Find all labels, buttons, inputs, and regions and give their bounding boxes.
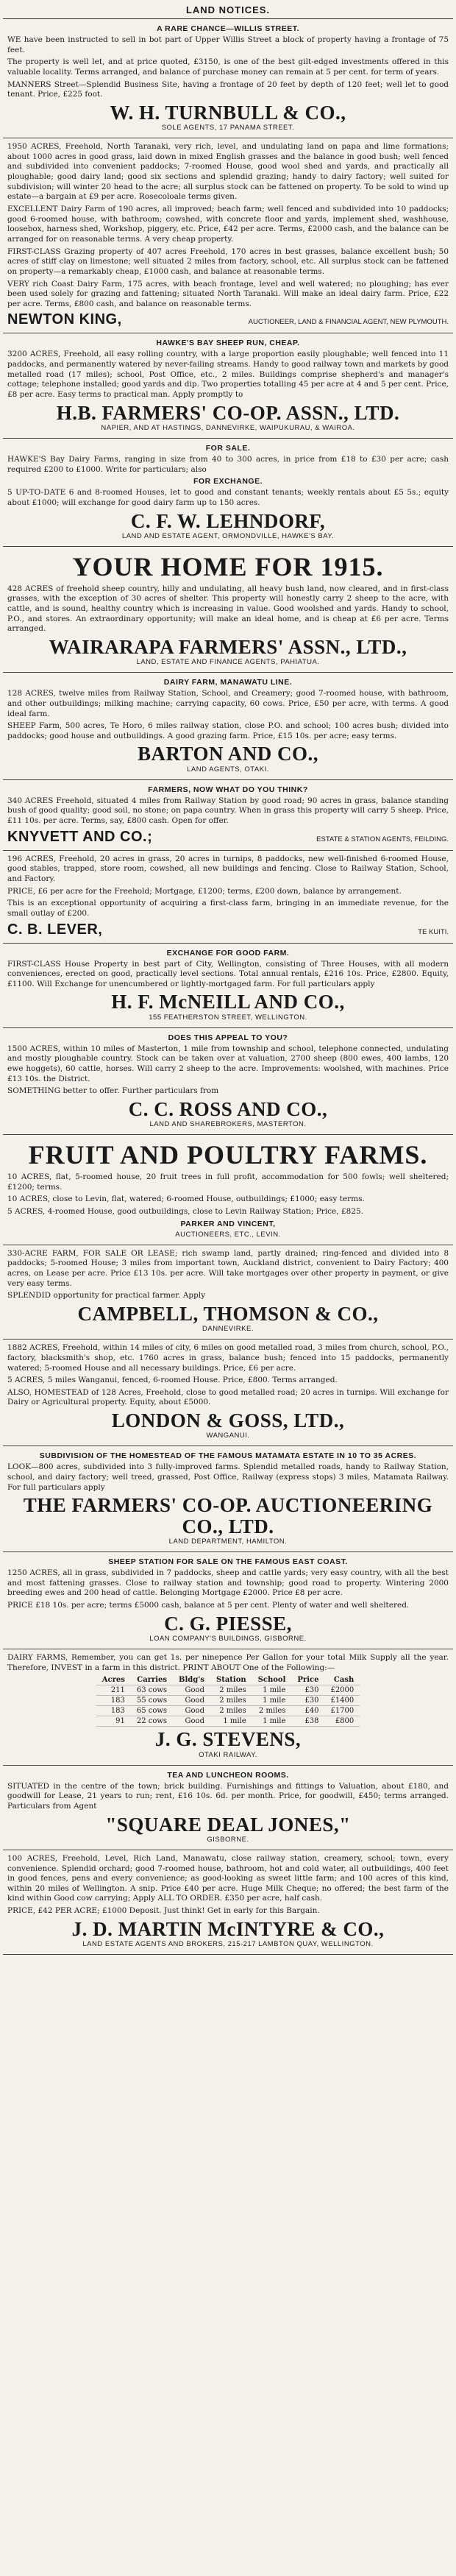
agent-address: TE KUITI. xyxy=(418,927,449,936)
ad-paragraph: 1950 ACRES, Freehold, North Taranaki, very rich, level, and undulating land on papa and lime formations; about 1000 acres in good grass, laid down in mixed English grasses and the balance in good bush; well fenced and subdivided into convenient paddocks; 7-roomed House, good wool shed and yards, and practically all ploughable; good dairy land; good six sections and splendid grazing; handy to dairy factory; well suited for subdivision; will winter 20 head to the acre; all surplus stock can be fattened on property. To be sold to wind up estate—a bargain at £9 per acre. Rosecoloale terms given. xyxy=(7,142,449,202)
table-cell: Good xyxy=(173,1706,210,1716)
ad-paragraph: HAWKE'S Bay Dairy Farms, ranging in size from 40 to 300 acres, in price from £18 to £30 per acre; cash required £200 to £1000. Write for particulars; also xyxy=(7,454,449,474)
ad-mcneill xyxy=(3,944,453,1028)
ad-heading: HAWKE'S BAY SHEEP RUN, CHEAP. xyxy=(156,339,300,348)
ad-newton-king xyxy=(3,138,453,333)
table-row xyxy=(96,1696,360,1706)
ad-campbell-thomson xyxy=(3,1245,453,1340)
table-cell: 1 mile xyxy=(252,1685,292,1696)
table-header: School xyxy=(252,1675,292,1685)
table-cell: Good xyxy=(173,1716,210,1727)
ad-lehndorf xyxy=(3,439,453,547)
ad-paragraph: 128 ACRES, twelve miles from Railway Station, School, and Creamery; good 7-roomed house, with bathroom, and other outbuildings; milking machine; carrying capacity, 60 cows. Price, £50 per acre, with terms. A good ideal farm. xyxy=(7,689,449,718)
ad-knyvett xyxy=(3,780,453,851)
ad-paragraph: ALSO, HOMESTEAD of 128 Acres, Freehold, close to good metalled road; 20 acres in turnips. Will exchange for Dairy or Agricultural property. Equity, about £5000. xyxy=(7,1387,449,1407)
table-header: Carries xyxy=(131,1675,173,1685)
ad-paragraph: LOOK—800 acres, subdivided into 3 fully-improved farms. Splendid metalled roads, handy to Railway Station, school, and dairy factory; well treed, grassed, Post Office, Railway (express stops) 3 miles, Matamata Railway. For full particulars apply xyxy=(7,1462,449,1492)
agent-address: LAND, ESTATE AND FINANCE AGENTS, PAHIATUA. xyxy=(136,658,320,667)
agent-name: NEWTON KING, xyxy=(7,311,122,328)
ad-paragraph: PRICE, £6 per acre for the Freehold; Mortgage, £1200; terms, £200 down, balance by arrangement. xyxy=(7,886,402,896)
ad-paragraph: 1882 ACRES, Freehold, within 14 miles of city, 6 miles on good metalled road, 3 miles from church, school, P.O., factory, blacksmith's shop, etc. 1760 acres in grass, balance bush; fenced into 15 paddocks, permanently watered; 5-roomed House and all necessary buildings. Price, £6 per acre. xyxy=(7,1343,449,1373)
table-header: Bldg's xyxy=(173,1675,210,1685)
agent-address: SOLE AGENTS, 17 PANAMA STREET. xyxy=(161,124,295,132)
ad-paragraph: 1250 ACRES, all in grass, subdivided in 7 paddocks, sheep and cattle yards; very easy country, with all the best and most fattening grasses. Close to railway station and township; good road to property. Wintering 2000 breeding ewes and 200 head of cattle. Belonging Mortgage £2000. Price £8 per acre. xyxy=(7,1568,449,1598)
agent-address: LAND ESTATE AGENTS AND BROKERS, 215-217 LAMBTON QUAY, WELLINGTON. xyxy=(82,1940,374,1949)
agent-name: C. F. W. LEHNDORF, xyxy=(130,509,326,532)
agent-name: J. D. MARTIN McINTYRE & CO., xyxy=(71,1917,385,1940)
table-cell: £2000 xyxy=(324,1685,360,1696)
table-cell: Good xyxy=(173,1685,210,1696)
ad-paragraph: FIRST-CLASS House Property in best part of City, Wellington, consisting of Three Houses, with all modern conveniences, erected on good, practically level sections. Total annual rentals, £216 10s. Price, £2800. Equity, £1100. Will Exchange for unencumbered or lightly-mortgaged farm. For full particulars apply xyxy=(7,959,449,988)
ad-heading: DAIRY FARM, MANAWATU LINE. xyxy=(163,678,293,687)
agent-name: "SQUARE DEAL JONES," xyxy=(105,1813,351,1836)
table-cell: 2 miles xyxy=(210,1706,252,1716)
agent-name: BARTON AND CO., xyxy=(137,743,319,765)
table-header: Price xyxy=(291,1675,324,1685)
ad-paragraph: SOMETHING better to offer. Further particulars from xyxy=(7,1086,219,1096)
ad-paragraph: 330-ACRE FARM, FOR SALE OR LEASE; rich swamp land, partly drained; ring-fenced and divided into 8 paddocks; 5-roomed House; 3 miles from important town, Auckland district, convenient to Dairy Factory; 400 acres, on Lease per acre. Price £13 10s. per acre. Will take mortgages over other property in payment, or give very easy terms. xyxy=(7,1248,449,1288)
ad-mcintyre xyxy=(3,1850,453,1955)
ad-paragraph: EXCELLENT Dairy Farm of 190 acres, all improved; beach farm; well fenced and subdivided into 10 paddocks; good 6-roomed house, with bathroom; cowshed, with concrete floor and yards, implement shed, washhouse, loosebox, harness shed, Workshop, piggery, etc. Price, £42 per acre. Terms, £2000 cash, and the balance can be arranged for on reasonable terms. A very cheap property. xyxy=(7,205,449,244)
ad-paragraph: 5 UP-TO-DATE 6 and 8-roomed Houses, let to good and constant tenants; weekly rentals about £5 5s.; equity about £1000; will exchange for good dairy farm up to 150 acres. xyxy=(7,488,449,507)
ad-london-goss xyxy=(3,1340,453,1446)
table-cell: 183 xyxy=(96,1706,131,1716)
ad-paragraph: 340 ACRES Freehold, situated 4 miles from Railway Station by good road; 90 acres in grass, balance standing bush of good quality; good soil, no stone; on papa country. When in grass this property will carry 5 sheep. Price, £11 10s. per acre. Terms, say, £800 cash. Open for offer. xyxy=(7,796,449,826)
ad-heading: FOR SALE. xyxy=(205,443,251,453)
agent-name: THE FARMERS' CO-OP. AUCTIONEERING CO., LTD. xyxy=(23,1494,433,1538)
ad-paragraph: This is an exceptional opportunity of acquiring a first-class farm, bringing in an immediate revenue, for the small outlay of £200. xyxy=(7,899,449,918)
ad-paragraph: 10 ACRES, close to Levin, flat, watered; 6-roomed House, outbuildings; £1000; easy terms. xyxy=(7,1195,365,1204)
agent-signature xyxy=(7,311,449,328)
ad-heading: DOES THIS APPEAL TO YOU? xyxy=(168,1033,288,1042)
ad-paragraph: WE have been instructed to sell in bot part of Upper Willis Street a block of property having a frontage of 75 feet. xyxy=(7,35,449,54)
table-cell: 183 xyxy=(96,1696,131,1706)
table-header: Acres xyxy=(96,1675,131,1685)
agent-signature xyxy=(7,829,449,846)
ad-paragraph: MANNERS Street—Splendid Business Site, having a frontage of 20 feet by depth of 120 feet; well let to good tenant. Price, £225 foot. xyxy=(7,79,449,99)
agent-name: LONDON & GOSS, LTD., xyxy=(111,1409,345,1432)
agent-name: KNYVETT AND CO.; xyxy=(7,828,153,845)
agent-name: J. G. STEVENS, xyxy=(154,1728,302,1751)
page-title: LAND NOTICES. xyxy=(3,3,453,19)
table-cell: 55 cows xyxy=(131,1696,173,1706)
ad-paragraph: PRICE, £42 PER ACRE; £1000 Deposit. Just think! Get in early for this Bargain. xyxy=(7,1906,320,1916)
agent-name: C. C. ROSS AND CO., xyxy=(128,1098,328,1121)
agent-address: AUCTIONEER, LAND & FINANCIAL AGENT, NEW PLYMOUTH. xyxy=(248,318,449,327)
agent-name: W. H. TURNBULL & CO., xyxy=(110,101,346,124)
ad-willis-street xyxy=(3,19,453,138)
agent-address: WANGANUI. xyxy=(206,1432,250,1440)
agent-address: LAND AGENTS, OTAKI. xyxy=(187,765,269,774)
ad-headline: YOUR HOME FOR 1915. xyxy=(72,551,384,581)
ad-heading: SUBDIVISION OF THE HOMESTEAD OF THE FAMOUS MATAMATA ESTATE IN 10 TO 35 ACRES. xyxy=(39,1451,417,1461)
agent-signature xyxy=(7,921,449,938)
ad-paragraph: FIRST-CLASS Grazing property of 407 acres Freehold, 170 acres in best grasses, balance excellent bush; 50 acres of stiff clay on limestone; well situated 2 miles from factory, school, etc. All surplus stock can be fattened on property—a remarkably cheap, £1000 cash, and balance at reasonable terms. xyxy=(7,247,449,276)
ad-heading: A RARE CHANCE—WILLIS STREET. xyxy=(157,24,299,33)
ad-stevens xyxy=(3,1649,453,1766)
ad-ross xyxy=(3,1028,453,1136)
table-cell: 2 miles xyxy=(210,1685,252,1696)
ad-paragraph: SITUATED in the centre of the town; brick building. Furnishings and fittings to Valuation, about £180, and goodwill for Lease, 21 years to run; rent, £16 10s. 6d. per month. Price, for goodwill, £450; terms arranged. Particulars from Agent xyxy=(7,1781,449,1811)
agent-address: LAND AND ESTATE AGENT, ORMONDVILLE, HAWKE'S BAY. xyxy=(121,531,335,540)
ad-paragraph: 5 ACRES, 4-roomed House, good outbuildings, close to Levin Railway Station; Price, £825. xyxy=(7,1207,363,1217)
ad-paragraph: DAIRY FARMS, Remember, you can get 1s. per ninepence Per Gallon for your total Milk Supply all the year. Therefore, INVEST in a farm in this district. PRINT ABOUT One of the Following:— xyxy=(7,1652,449,1672)
table-cell: 1 mile xyxy=(210,1716,252,1727)
ad-paragraph: 1500 ACRES, within 10 miles of Masterton, 1 mile from township and school, telephone connected, undulating and mostly ploughable country. Stock can be taken over at valuation, 2700 sheep (800 ewes, 400 lambs, 120 ewe hoggets), 60 cattle, horses. Will carry 2 sheep to the acre. Improvements: woolshed, with machines. Price £13 10s. the District. xyxy=(7,1044,449,1083)
ad-lever xyxy=(3,851,453,944)
ad-paragraph: 196 ACRES, Freehold, 20 acres in grass, 20 acres in turnips, 8 paddocks, new well-finished 6-roomed House, good stables, trapped, store room, cowshed, all new buildings and fencing. Close to Railway Station, School, and Factory. xyxy=(7,854,449,883)
table-cell: £1400 xyxy=(324,1696,360,1706)
table-header-row xyxy=(96,1675,360,1685)
agent-name: C. B. LEVER, xyxy=(7,921,103,938)
table-cell: £38 xyxy=(291,1716,324,1727)
agent-address: DANNEVIRKE. xyxy=(202,1325,254,1334)
ad-headline: FRUIT AND POULTRY FARMS. xyxy=(28,1140,428,1170)
table-header: Cash xyxy=(324,1675,360,1685)
table-row xyxy=(96,1685,360,1696)
agent-name: WAIRARAPA FARMERS' ASSN., LTD., xyxy=(49,635,407,658)
table-cell: 22 cows xyxy=(131,1716,173,1727)
table-cell: Good xyxy=(173,1696,210,1706)
ad-heading: FARMERS, NOW WHAT DO YOU THINK? xyxy=(148,785,308,794)
agent-name: CAMPBELL, THOMSON & CO., xyxy=(77,1302,379,1325)
ad-square-deal-jones xyxy=(3,1766,453,1850)
agent-name: C. G. PIESSE, xyxy=(164,1612,292,1635)
table-cell: 1 mile xyxy=(252,1716,292,1727)
table-row xyxy=(96,1706,360,1716)
table-cell: 1 mile xyxy=(252,1696,292,1706)
ad-paragraph: VERY rich Coast Dairy Farm, 175 acres, with beach frontage, level and well watered; no ploughing; has ever been used solely for grazing and fattening; situated North Taranaki. Will make an ideal dairy farm. Price, £22 per acre. Terms, £800 cash, and balance on reasonable terms. xyxy=(7,279,449,308)
ad-parker-vincent xyxy=(3,1135,453,1245)
ad-paragraph: SPLENDID opportunity for practical farmer. Apply xyxy=(7,1291,206,1301)
agent-address: OTAKI RAILWAY. xyxy=(199,1750,257,1759)
ad-matamata xyxy=(3,1446,453,1552)
table-cell: 63 cows xyxy=(131,1685,173,1696)
agent-address: GISBORNE. xyxy=(207,1835,249,1844)
table-cell: £1700 xyxy=(324,1706,360,1716)
ad-paragraph: 100 ACRES, Freehold, Level, Rich Land, Manawatu, close railway station, creamery, school; town, every convenience. Splendid orchard; good 7-roomed house, bathroom, hot and cold water, all outbuildings, 400 feet in good fences, pens and every convenience; as good-looking as sweet little farm; and 100 acres of this kind, within 20 miles of Wellington. A snip. Price £40 per acre. Huge Milk Cheque; no offered; the best farm of the kind within Good cow carrying; Apply ALL TO ORDER. £350 per acre, half cash. xyxy=(7,1853,449,1903)
ad-paragraph: The property is well let, and at price quoted, £3150, is one of the best gilt-edged investments offered in this valuable locality. Terms arranged, and balance of purchase money can remain at 5 per cent. for term of years. xyxy=(7,57,449,77)
ad-subheading: FOR EXCHANGE. xyxy=(193,477,263,486)
ad-barton xyxy=(3,673,453,780)
table-cell: £800 xyxy=(324,1716,360,1727)
ad-paragraph: 10 ACRES, flat, 5-roomed house, 20 fruit trees in full profit, accommodation for 500 fowls; well sheltered; £1200; terms. xyxy=(7,1172,449,1192)
ad-piesse xyxy=(3,1552,453,1649)
ad-paragraph: 3200 ACRES, Freehold, all easy rolling country, with a large proportion easily ploughable; well fenced into 11 paddocks, and permanently watered by never-failing streams. Handy to good railway town and markets by good metalled road (17 miles); school, Post Office, etc., 2 miles. Buildings comprise shepherd's and manager's cottage; telephone installed; good yards and dip. Two properties totalling 45 per acre at 4 and 5 per cent. Price, £8 per acre. Easy terms to practical man. Apply promptly to xyxy=(7,350,449,399)
agent-address: LAND AND SHAREBROKERS, MASTERTON. xyxy=(149,1120,307,1129)
agent-address: LOAN COMPANY'S BUILDINGS, GISBORNE. xyxy=(149,1634,307,1643)
agent-address: NAPIER, AND AT HASTINGS, DANNEVIRKE, WAIPUKURAU, & WAIROA. xyxy=(101,423,355,432)
agent-name: H. F. McNEILL AND CO., xyxy=(111,991,345,1013)
table-cell: £30 xyxy=(291,1685,324,1696)
table-cell: 91 xyxy=(96,1716,131,1727)
agent-address: LAND DEPARTMENT, HAMILTON. xyxy=(168,1538,288,1546)
table-cell: £30 xyxy=(291,1696,324,1706)
newspaper-page xyxy=(3,3,453,2570)
ad-paragraph: 428 ACRES of freehold sheep country, hilly and undulating, all heavy bush land, now cleared, and in first-class grasses, with the exception of 30 acres of shelter. This property will honestly carry 2 sheep to the acre, with cattle, and is sound, healthy country which is increasing in value. Good woolshed and yards. Handy to school, P.O., and stores. An extraordinary opportunity; will make an ideal home, and is cheap at £6 per acre. Terms arranged. xyxy=(7,584,449,634)
table-cell: 211 xyxy=(96,1685,131,1696)
ad-paragraph: 5 ACRES, 5 miles Wanganui, fenced, 6-roomed House. Price, £800. Terms arranged. xyxy=(7,1376,338,1385)
ad-heading: SHEEP STATION FOR SALE ON THE FAMOUS EAST COAST. xyxy=(108,1557,348,1567)
ad-heading: EXCHANGE FOR GOOD FARM. xyxy=(166,948,290,958)
agent-address: ESTATE & STATION AGENTS, FEILDING. xyxy=(316,835,449,843)
agent-name: PARKER AND VINCENT, xyxy=(180,1219,276,1228)
ad-heading: TEA AND LUNCHEON ROOMS. xyxy=(167,1770,289,1780)
ad-paragraph: SHEEP Farm, 500 acres, Te Horo, 6 miles railway station, close P.O. and school; 100 acres bush; divided into paddocks; good house and outbuildings. A good grazing farm. Price, £15 10s. per acre; easy terms. xyxy=(7,721,449,740)
ad-hb-farmers xyxy=(3,333,453,439)
table-cell: £40 xyxy=(291,1706,324,1716)
ad-paragraph: PRICE £18 10s. per acre; terms £5000 cash, balance at 5 per cent. Plenty of water and well sheltered. xyxy=(7,1600,410,1610)
agent-address: AUCTIONEERS, ETC., LEVIN. xyxy=(175,1230,281,1239)
agent-name: H.B. FARMERS' CO-OP. ASSN., LTD. xyxy=(56,401,400,424)
table-cell: 65 cows xyxy=(131,1706,173,1716)
dairy-farm-table xyxy=(96,1675,360,1727)
agent-address: 155 FEATHERSTON STREET, WELLINGTON. xyxy=(149,1013,307,1022)
ad-wairarapa xyxy=(3,547,453,673)
table-cell: 2 miles xyxy=(210,1696,252,1706)
table-row xyxy=(96,1716,360,1727)
table-header: Station xyxy=(210,1675,252,1685)
table-cell: 2 miles xyxy=(252,1706,292,1716)
